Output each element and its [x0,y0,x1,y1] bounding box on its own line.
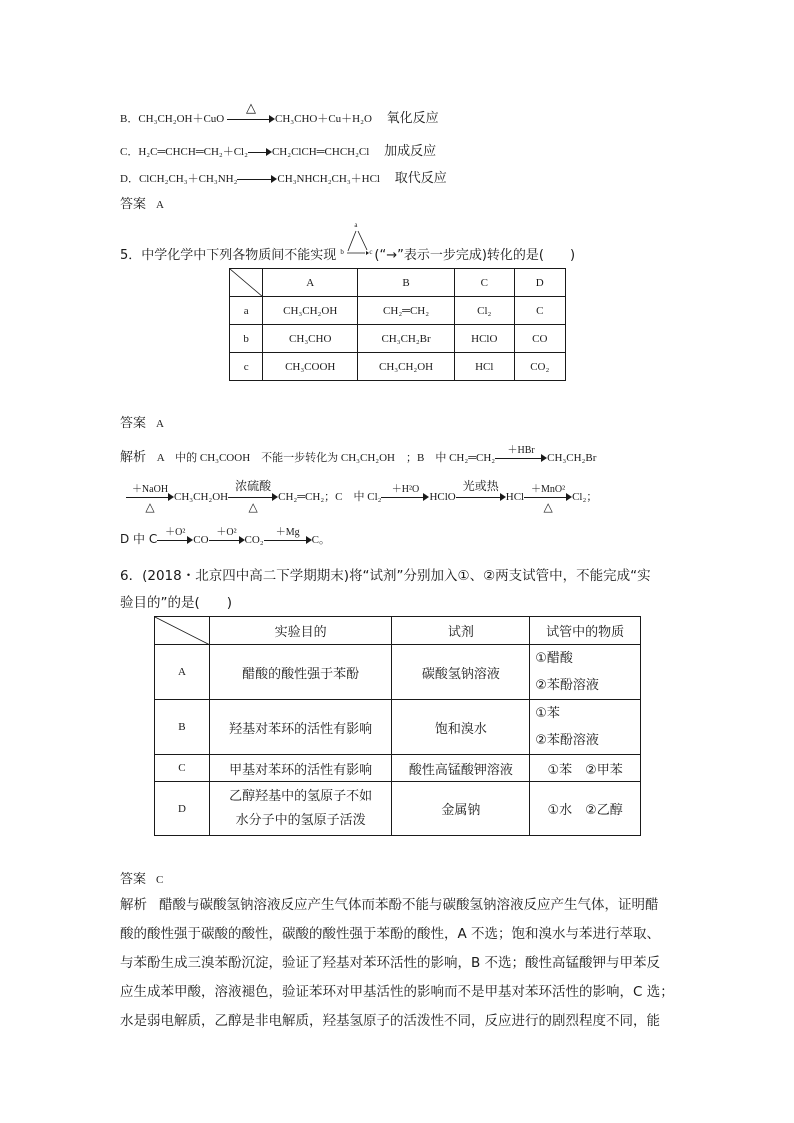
reaction-arrow: ＋NaOH △ [126,491,174,503]
diagonal-header-cell [230,269,263,297]
reaction-arrow [248,146,272,158]
table-cell: HClO [455,325,515,353]
table-cell: ①苯 ②甲苯 [530,755,641,782]
table-cell: 羟基对苯环的活性有影响 [209,700,392,755]
table-cell: CO₂ [514,353,565,381]
answer-6: 答案 C [120,872,164,887]
table-row [230,297,566,325]
analysis-6-line-4: 应生成苯甲酸，溶液褪色，验证苯环对甲基活性的影响而不是甲基对苯环活性的影响，C 选； [120,984,674,1000]
analysis-5-line-1: 解析 A 中的 CH₃COOH 不能一步转化为 CH₃CH₂OH ；B 中 CH₂═CH₂ ＋HBr CH₃CH₂Br [120,445,597,465]
table-cell: 金属钠 [392,782,530,836]
table-cell [530,645,641,700]
column-header: A [263,269,358,297]
table-cell: CH₃CH₂OH [358,353,455,381]
table-row [155,700,641,755]
question-6-table [154,616,641,836]
row-label: c [230,353,263,381]
cell-line: ①醋酸 [535,651,573,666]
reaction-arrow: 光或热 [456,491,506,503]
column-header: C [455,269,515,297]
answer-4: 答案 A [120,197,164,212]
analysis-5-line-3: D 中 C ＋O² CO ＋O² CO₂ ＋Mg C。 [120,527,330,546]
option-b: B．CH₃CH₂OH＋CuO △ CH₃CHO＋Cu＋H₂O 氧化反应 [120,100,439,126]
table-row [155,782,641,836]
table-row [230,325,566,353]
reaction-arrow: ＋H²O [381,491,429,503]
table-cell [530,700,641,755]
table-cell: CH₂═CH₂ [358,297,455,325]
table-cell: 醋酸的酸性强于苯酚 [209,645,392,700]
column-header: 试管中的物质 [530,617,641,645]
reaction-arrow: ＋Mg [264,534,312,546]
option-c: C．H₂C═CHCH═CH₂＋Cl₂ CH₂ClCH═CHCH₂Cl 加成反应 [120,144,437,159]
diagonal-header-cell [155,617,210,645]
table-cell: 饱和溴水 [392,700,530,755]
reaction-arrow: △ [227,113,275,125]
table-cell: 甲基对苯环的活性有影响 [209,755,392,782]
triangle-diagram: a b c [340,221,373,256]
cell-line: 乙醇羟基中的氢原子不如 [229,788,373,804]
table-row [155,645,641,700]
table-cell: CH₃CH₂OH [263,297,358,325]
analysis-5-line-2: ＋NaOH △ CH₃CH₂OH 浓硫酸 △ CH₂═CH₂；C 中 Cl₂ ＋H²O HClO 光或热 HCl ＋MnO² △ Cl₂； [126,488,597,504]
option-d: D．ClCH₂CH₃＋CH₃NH₂ CH₃NHCH₂CH₃＋HCl 取代反应 [120,171,447,186]
cell-line: 水分子中的氢原子活泼 [235,812,366,828]
answer-5: 答案 A [120,416,164,431]
analysis-6-line-1: 解析 醋酸与碳酸氢钠溶液反应产生气体而苯酚不能与碳酸氢钠溶液反应产生气体，证明醋 [120,897,659,913]
analysis-6-line-2: 酸的酸性强于碳酸的酸性，碳酸的酸性强于苯酚的酸性，A 不选；饱和溴水与苯进行萃取、 [120,926,661,942]
cell-line: ②苯酚溶液 [535,733,599,748]
table-cell: CO [514,325,565,353]
question-5-table [229,268,566,381]
table-cell: 酸性高锰酸钾溶液 [392,755,530,782]
analysis-6-line-5: 水是弱电解质，乙醇是非电解质，羟基氢原子的活泼性不同，反应进行的剧烈程度不同，能 [120,1013,660,1029]
table-row [155,755,641,782]
table-cell: HCl [455,353,515,381]
question-5-stem: 5．中学化学中下列各物质间不能实现 a b c (“→”表示一步完成)转化的是( ) [120,221,576,263]
table-cell: CH₃COOH [263,353,358,381]
table-cell: 碳酸氢钠溶液 [392,645,530,700]
table-cell: CH₃CHO [263,325,358,353]
row-label: b [230,325,263,353]
table-cell: C [514,297,565,325]
analysis-6-line-3: 与苯酚生成三溴苯酚沉淀，验证了羟基对苯环活性的影响，B 不选；酸性高锰酸钾与甲苯反 [120,955,661,971]
row-label: a [230,297,263,325]
cell-line: ②苯酚溶液 [535,678,599,693]
column-header: D [514,269,565,297]
column-header: 试剂 [392,617,530,645]
reaction-arrow [237,173,277,185]
question-6-stem-line-2: 验目的”的是( ) [120,595,233,611]
column-header: B [358,269,455,297]
row-label: B [155,700,210,755]
reaction-arrow: ＋O² [209,534,245,546]
reaction-arrow: ＋HBr [495,452,547,464]
table-cell: CH₃CH₂Br [358,325,455,353]
table-cell: Cl₂ [455,297,515,325]
row-label: D [155,782,210,836]
column-header: 实验目的 [209,617,392,645]
cell-line: ①苯 [535,706,560,721]
question-6-stem-line-1: 6．(2018・北京四中高二下学期期末)将“试剂”分别加入①、②两支试管中，不能完成“实 [120,568,651,584]
table-row [230,353,566,381]
reaction-arrow: 浓硫酸 △ [228,491,278,503]
table-cell [209,782,392,836]
reaction-arrow: ＋MnO² △ [524,491,572,503]
reaction-arrow: ＋O² [157,534,193,546]
row-label: C [155,755,210,782]
row-label: A [155,645,210,700]
table-cell: ①水 ②乙醇 [530,782,641,836]
